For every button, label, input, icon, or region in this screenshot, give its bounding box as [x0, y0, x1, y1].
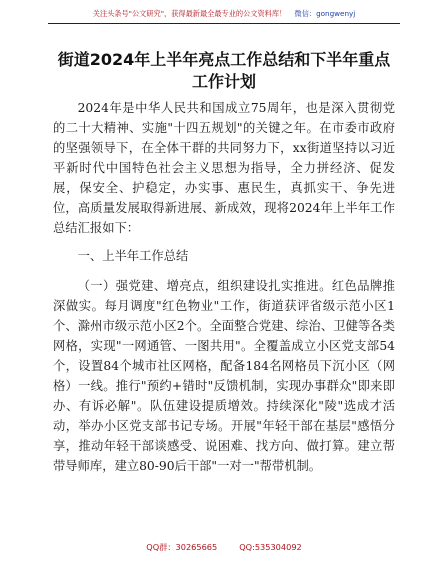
footer-qq: QQ:535304092 [239, 542, 302, 552]
footer-qq-group: QQ群：30265665 [146, 542, 218, 552]
section-heading: 一、上半年工作总结 [77, 249, 189, 263]
document-title [40, 49, 408, 93]
title-line-2: 工作计划 [191, 72, 256, 91]
document-body [53, 98, 395, 479]
header-divider [48, 23, 400, 24]
body-paragraph: （一）强党建、增亮点，组织建设扎实推进。红色品牌推深做实。每月调度"红色物业"工作，街道获评省级示范小区1个、滁州市级示范小区2个。全面整合党建、综治、卫健等各类网格，实现"一网通管、一图共用"。全覆盖成立小区党支部54个，设置84个城市社区网格，配备184名网格员下沉小区（网格）一线。推行"预约+错时"反馈机制，实现办事群众"即来即办、有诉必解"。队伍建设提质增效。持续深化"陵"选成才活动，举办小区党支部书记专场。开展"年轻干部在基层"感悟分享，推动年轻干部谈感受、说困难、找方向、做打算。建立帮带导师库，建立80-90后干部"一对一"帮带机制。 [53, 279, 395, 473]
title-line-1: 街道2024年上半年亮点工作总结和下半年重点 [57, 50, 391, 69]
header-note-wechat: 微信：gongwenyj [294, 9, 356, 18]
header-note [0, 8, 448, 20]
footer-contact [0, 541, 448, 553]
header-note-promo: 关注头条号"公文研究"，获得最新最全最专业的公文资料库！ [92, 9, 287, 18]
intro-paragraph: 2024年是中华人民共和国成立75周年，也是深入贯彻党的二十大精神、实施"十四五规划"的关键之年。在市委市政府的坚强领导下，在全体干群的共同努力下，xx街道坚持以习近平新时代中国特色社会主义思想为指导，全力拼经济、促发展，保安全、护稳定，办实事、惠民生，真抓实干、争先进位，高质量发展取得新进展、新成效，现将2024年上半年工作总结汇报如下： [53, 101, 395, 235]
